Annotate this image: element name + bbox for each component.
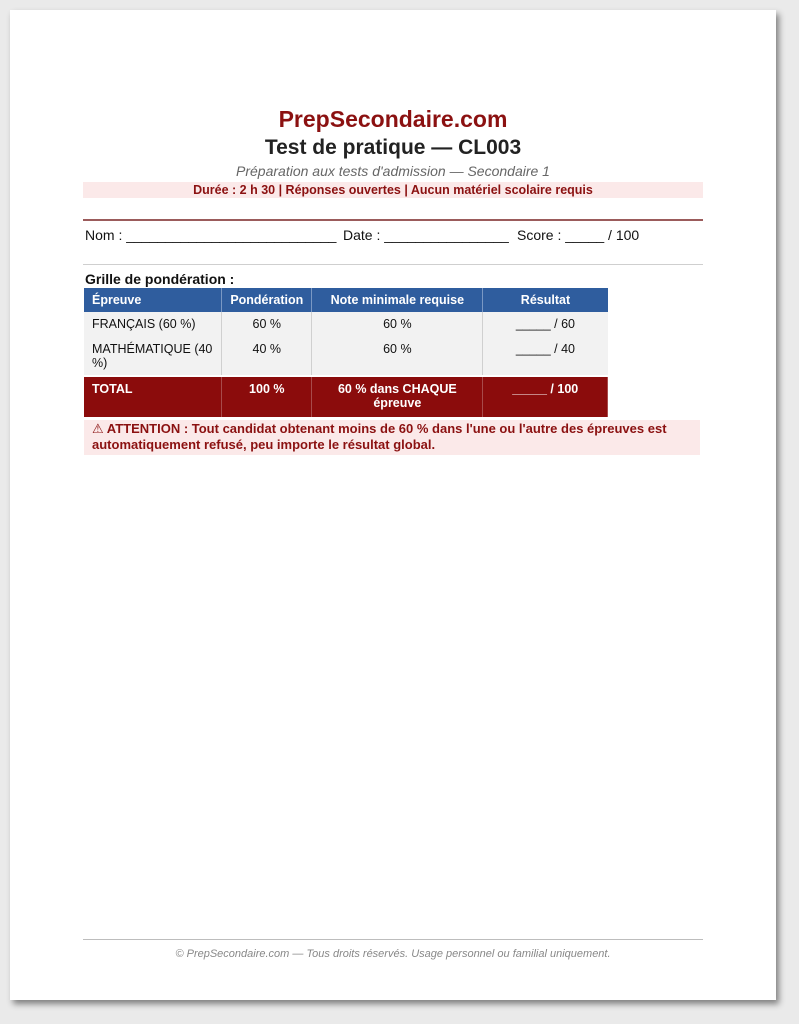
copyright-footer: © PrepSecondaire.com — Tous droits réservés. Usage personnel ou familial uniquement. xyxy=(175,948,611,960)
cell-note-minimale: 60 % xyxy=(312,338,483,376)
header-ponderation: Pondération xyxy=(222,288,312,312)
document-page xyxy=(10,10,776,1000)
cell-resultat: _____ / 60 xyxy=(483,312,608,338)
table-header-row xyxy=(84,288,608,312)
candidate-fields xyxy=(85,227,705,243)
page-title: Test de pratique — CL003 xyxy=(264,136,522,159)
fields-divider xyxy=(83,264,703,265)
header-resultat: Résultat xyxy=(483,288,608,312)
exam-info-bar: Durée : 2 h 30 | Réponses ouvertes | Aucun matériel scolaire requis xyxy=(83,182,703,198)
attention-notice xyxy=(84,420,700,455)
weighting-table xyxy=(84,288,608,417)
total-ponderation: 100 % xyxy=(222,376,312,417)
cell-epreuve: FRANÇAIS (60 %) xyxy=(84,312,222,338)
date-field: Date : ________________ xyxy=(343,227,509,243)
name-field: Nom : ___________________________ xyxy=(85,227,337,243)
total-label: TOTAL xyxy=(84,376,222,417)
header-divider xyxy=(83,219,703,221)
brand-title: PrepSecondaire.com xyxy=(278,106,508,132)
cell-note-minimale: 60 % xyxy=(312,312,483,338)
cell-ponderation: 60 % xyxy=(222,312,312,338)
header-note-minimale: Note minimale requise xyxy=(312,288,483,312)
table-row xyxy=(84,312,608,338)
cell-resultat: _____ / 40 xyxy=(483,338,608,376)
total-row xyxy=(84,376,608,417)
header-epreuve: Épreuve xyxy=(84,288,222,312)
grid-title: Grille de pondération : xyxy=(85,271,235,287)
table-row xyxy=(84,338,608,376)
cell-ponderation: 40 % xyxy=(222,338,312,376)
page-subtitle: Préparation aux tests d'admission — Secondaire 1 xyxy=(236,163,550,179)
total-note-minimale: 60 % dans CHAQUE épreuve xyxy=(312,376,483,417)
attention-text: ATTENTION : Tout candidat obtenant moins de 60 % dans l'une ou l'autre des épreuves est automatiquement refusé, peu importe le résultat global. xyxy=(92,421,667,452)
score-field: Score : _____ / 100 xyxy=(517,227,640,243)
cell-epreuve: MATHÉMATIQUE (40 %) xyxy=(84,338,222,376)
warning-icon: ⚠ xyxy=(92,421,104,436)
footer-divider xyxy=(83,939,703,940)
total-resultat: _____ / 100 xyxy=(483,376,608,417)
